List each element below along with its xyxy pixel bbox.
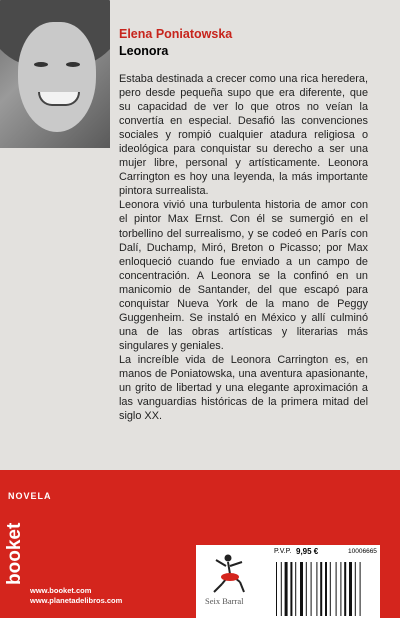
url-planeta: www.planetadelibros.com [30,596,123,605]
publisher-urls [30,586,122,606]
price-value: 9,95 € [296,547,319,556]
publisher-name: Seix Barral [205,596,244,606]
booket-logo: booket [4,522,25,585]
author-photo [0,0,110,148]
url-booket: www.booket.com [30,586,92,595]
price-row [272,547,382,558]
author-name: Elena Poniatowska [119,27,233,41]
synopsis-paragraph: Estaba destinada a crecer como una rica heredera, pero desde pequeña supo que era diferente, que su capacidad de ver lo que otros no veían la convertía en especial. Desafió las convenciones sociales y rompió cualquier atadura religiosa o ideológica para conquistar su derecho a ser una mujer libre, personal y artísticamente. Leonora Carrington es hoy una leyenda, la más importante pintora surrealista. [119,73,368,198]
price-label: P.V.P. [274,548,292,555]
product-code: 10006665 [348,548,377,555]
synopsis-paragraph: La increíble vida de Leonora Carrington es, en manos de Poniatowska, una aventura apasionante, un grito de libertad y una elegante aproximación a las vanguardias históricas de la primera mitad del siglo XX. [119,353,368,423]
barcode [272,560,380,618]
genre-label: NOVELA [8,491,52,501]
synopsis-paragraph: Leonora vivió una turbulenta historia de amor con el pintor Max Ernst. Con él se sumergió en el torbellino del surrealismo, y se codeó en París con Dalí, Duchamp, Miró, Breton o Picasso; por Max enloqueció cuando fue enviado a un campo de concentración. A Leonora se la confinó en un manicomio de Santander, del que escapó para conquistar Nueva York de la mano de Peggy Guggenheim. Se instaló en México y allí culminó una de las obras artísticas y literarias más singulares y geniales. [119,199,368,352]
synopsis [119,72,368,423]
book-title: Leonora [119,44,169,58]
